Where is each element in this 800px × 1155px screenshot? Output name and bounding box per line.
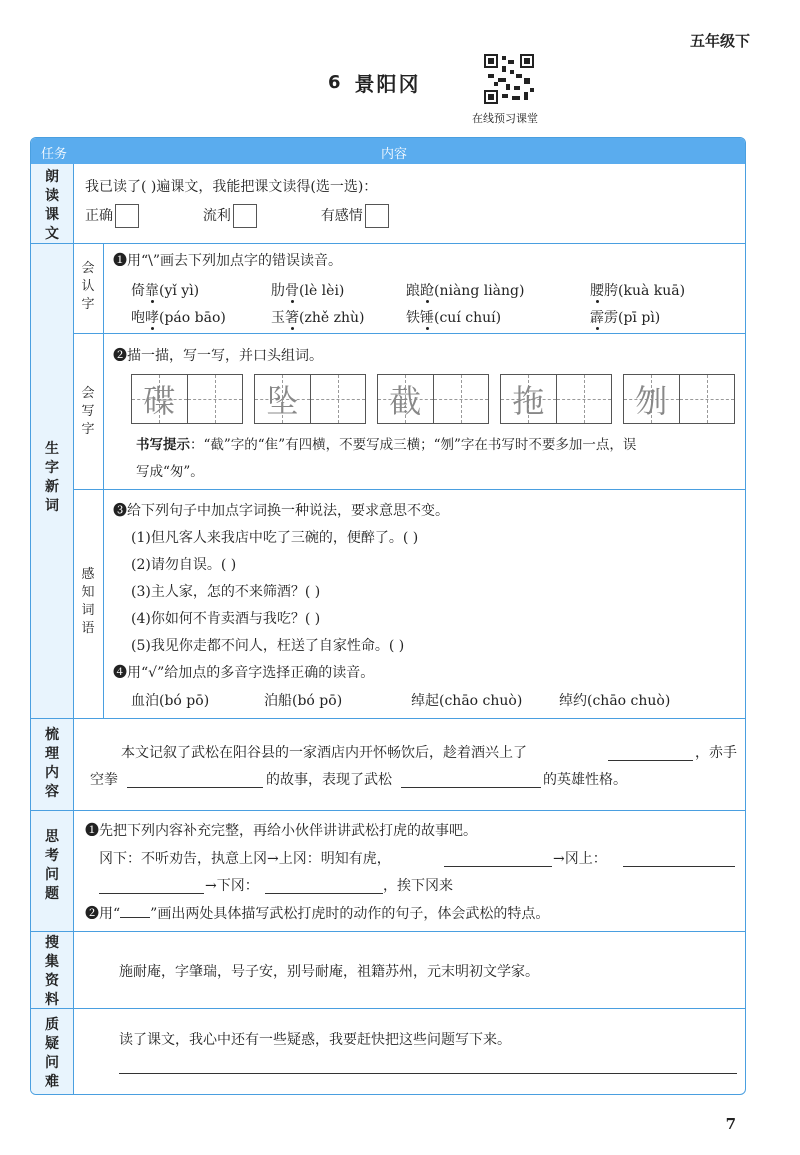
sub-column-divider bbox=[103, 243, 104, 718]
thinking-flow-c: →下冈： bbox=[205, 878, 259, 894]
lesson-title-row bbox=[328, 68, 421, 97]
table-header bbox=[31, 138, 745, 164]
thinking-q2: ❷用“ ”画出两处具体描写武松打虎时的动作的句子，体会武松的特点。 bbox=[85, 906, 550, 922]
writing-grid[interactable] bbox=[377, 374, 489, 424]
header-task: 任务 bbox=[41, 147, 68, 162]
row-divider bbox=[73, 489, 745, 490]
tip-label: 书写提示 bbox=[136, 437, 190, 453]
pinyin-item[interactable]: 铁锤(cuí chuí) bbox=[406, 310, 502, 326]
words-instruction: ❸给下列句子中加点字词换一种说法，要求意思不变。 bbox=[113, 503, 449, 519]
trace-cell[interactable] bbox=[501, 375, 557, 423]
checkbox-emotion[interactable] bbox=[365, 204, 389, 228]
blank-field[interactable] bbox=[623, 866, 735, 867]
pinyin-item[interactable]: 咆哮(páo bāo) bbox=[131, 310, 226, 326]
page-number: 7 bbox=[725, 1115, 736, 1133]
label-reading: 朗 读 课 文 bbox=[45, 169, 59, 242]
grade-label: 五年级下 bbox=[689, 32, 750, 50]
writing-grid[interactable] bbox=[131, 374, 243, 424]
pinyin-item[interactable]: 踉跄(niàng liàng) bbox=[406, 283, 525, 299]
words-item-5[interactable]: (5)我见你走都不问人，枉送了自家性命。( ) bbox=[131, 638, 405, 654]
thinking-q1: ❶先把下列内容补充完整，再给小伙伴讲讲武松打虎的故事吧。 bbox=[85, 823, 477, 839]
worksheet-table bbox=[30, 137, 746, 1095]
checkbox-correct[interactable] bbox=[115, 204, 139, 228]
blank-field[interactable] bbox=[99, 893, 204, 894]
outline-line-2a: 空拳 bbox=[90, 772, 118, 788]
writing-grid[interactable] bbox=[623, 374, 735, 424]
pinyin-item[interactable]: 玉箸(zhě zhù) bbox=[271, 310, 365, 326]
blank-field[interactable] bbox=[265, 893, 383, 894]
write-tip-line-2: 写成“匆”。 bbox=[136, 464, 204, 480]
words-item-1[interactable]: (1)但凡客人来我店中吃了三碗的，便醉了。( ) bbox=[131, 530, 419, 546]
blank-field[interactable] bbox=[401, 787, 541, 788]
trace-cell[interactable] bbox=[624, 375, 680, 423]
label-recognize: 会 认 字 bbox=[81, 261, 95, 312]
trace-character: 拖 bbox=[512, 382, 545, 420]
collect-text: 施耐庵，字肇瑞，号子安，别号耐庵，祖籍苏州，元末明初文学家。 bbox=[119, 964, 539, 980]
words-item-2[interactable]: (2)请勿自误。( ) bbox=[131, 557, 237, 573]
label-vocab: 生 字 新 词 bbox=[45, 441, 59, 514]
blank-cell[interactable] bbox=[557, 375, 612, 423]
write-tip-line-1: 书写提示：“截”字的“隹”有四横，不要写成三横；“刎”字在书写时不要多加一点，误 bbox=[136, 437, 637, 453]
thinking-flow-a: 冈下：不听劝告，执意上冈→上冈：明知有虎， bbox=[99, 851, 391, 867]
outline-line-1a: 本文记叙了武松在阳谷县的一家酒店内开怀畅饮后，趁着酒兴上了 bbox=[121, 745, 527, 761]
blank-field[interactable] bbox=[444, 866, 552, 867]
qr-caption: 在线预习课堂 bbox=[472, 112, 538, 125]
thinking-flow-d: ，挨下冈来 bbox=[383, 878, 453, 894]
label-write: 会 写 字 bbox=[81, 386, 95, 437]
polyphone-item[interactable]: 绰起(chāo chuò) bbox=[411, 693, 523, 709]
writing-grid[interactable] bbox=[500, 374, 612, 424]
trace-character: 坠 bbox=[266, 382, 299, 420]
pinyin-item[interactable]: 倚靠(yǐ yì) bbox=[131, 283, 200, 299]
lesson-title: 景阳冈 bbox=[354, 72, 421, 96]
trace-character: 碟 bbox=[143, 382, 176, 420]
label-words: 感 知 词 语 bbox=[81, 567, 95, 636]
row-divider bbox=[31, 243, 745, 244]
label-collect: 搜 集 资 料 bbox=[45, 935, 59, 1008]
pinyin-item[interactable]: 腰胯(kuà kuā) bbox=[590, 283, 686, 299]
recognize-instruction: ❶用“\”画去下列加点字的错误读音。 bbox=[113, 253, 343, 269]
blank-cell[interactable] bbox=[434, 375, 489, 423]
option-fluent[interactable]: 流利 bbox=[203, 208, 257, 224]
words-item-4[interactable]: (4)你如何不肯卖酒与我吃？( ) bbox=[131, 611, 321, 627]
trace-cell[interactable] bbox=[255, 375, 311, 423]
label-thinking: 思 考 问 题 bbox=[45, 829, 59, 902]
pinyin-item[interactable]: 霹雳(pī pì) bbox=[590, 310, 661, 326]
lesson-number: 6 bbox=[328, 72, 341, 93]
checkbox-fluent[interactable] bbox=[233, 204, 257, 228]
write-instruction: ❷描一描，写一写，并口头组词。 bbox=[113, 348, 323, 364]
trace-character: 截 bbox=[389, 382, 422, 420]
row-divider bbox=[31, 931, 745, 932]
label-question: 质 疑 问 难 bbox=[45, 1017, 59, 1090]
thinking-flow-b: →冈上： bbox=[553, 851, 607, 867]
blank-field[interactable] bbox=[127, 787, 263, 788]
option-correct[interactable]: 正确 bbox=[85, 208, 139, 224]
row-divider bbox=[73, 333, 745, 334]
reading-options bbox=[85, 204, 389, 228]
outline-line-2b: 的故事，表现了武松 bbox=[266, 772, 392, 788]
blank-cell[interactable] bbox=[311, 375, 366, 423]
row-divider bbox=[31, 718, 745, 719]
words-item-3[interactable]: (3)主人家，怎的不来筛酒？( ) bbox=[131, 584, 321, 600]
pinyin-item[interactable]: 肋骨(lè lèi) bbox=[271, 283, 345, 299]
option-emotion[interactable]: 有感情 bbox=[321, 208, 389, 224]
polyphone-item[interactable]: 泊船(bó pō) bbox=[264, 693, 343, 709]
trace-cell[interactable] bbox=[132, 375, 188, 423]
blank-field[interactable] bbox=[608, 760, 693, 761]
outline-line-1b: ，赤手 bbox=[695, 745, 737, 761]
outline-line-2c: 的英雄性格。 bbox=[543, 772, 627, 788]
writing-grid[interactable] bbox=[254, 374, 366, 424]
answer-line[interactable] bbox=[119, 1073, 737, 1074]
polyphone-instruction: ❹用“√”给加点的多音字选择正确的读音。 bbox=[113, 665, 375, 681]
row-divider bbox=[31, 810, 745, 811]
blank-cell[interactable] bbox=[188, 375, 243, 423]
trace-cell[interactable] bbox=[378, 375, 434, 423]
row-divider bbox=[31, 1008, 745, 1009]
polyphone-item[interactable]: 血泊(bó pō) bbox=[131, 693, 210, 709]
polyphone-item[interactable]: 绰约(chāo chuò) bbox=[559, 693, 671, 709]
trace-character: 刎 bbox=[635, 382, 668, 420]
qr-code-icon[interactable] bbox=[484, 54, 534, 104]
header-content: 内容 bbox=[381, 147, 408, 162]
label-outline: 梳 理 内 容 bbox=[45, 727, 59, 800]
question-text: 读了课文，我心中还有一些疑惑，我要赶快把这些问题写下来。 bbox=[119, 1032, 511, 1048]
blank-cell[interactable] bbox=[680, 375, 735, 423]
reading-sentence: 我已读了( )遍课文，我能把课文读得(选一选)： bbox=[85, 179, 378, 195]
